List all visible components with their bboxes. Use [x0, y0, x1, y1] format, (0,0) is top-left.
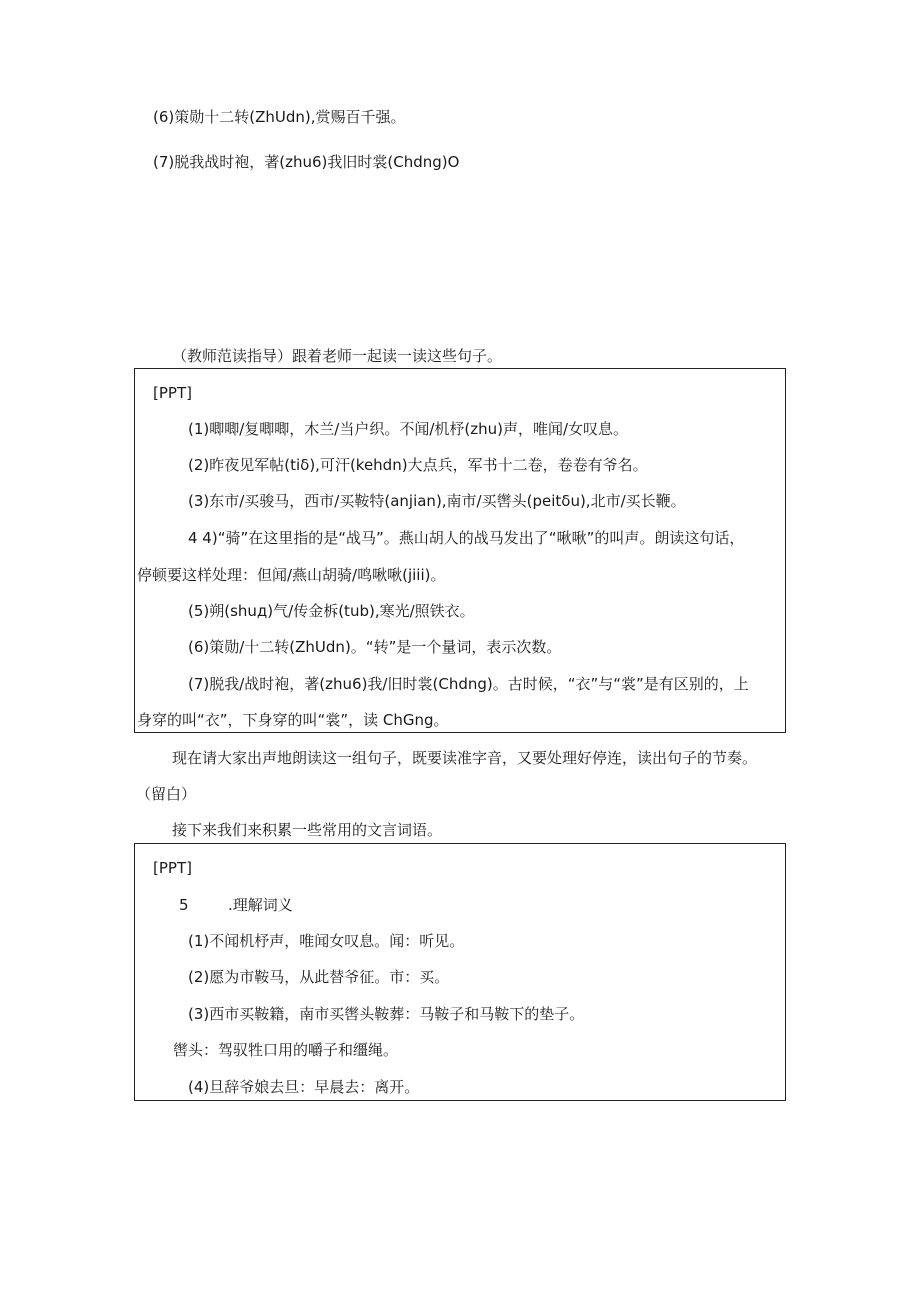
vocab-item: (2)愿为市鞍马，从此替爷征。市：买。 — [188, 968, 450, 986]
reading-item: (6)策勋/十二转(ZhUdn)。“转”是一个量词，表示次数。 — [188, 638, 562, 656]
ppt-heading: [PPT] — [153, 859, 192, 877]
reading-item: 停顿要这样处理：但闻/燕山胡骑/鸣啾啾(jiii)。 — [137, 566, 446, 584]
reading-item: 4 4)“骑”在这里指的是“战马”。燕山胡人的战马发出了“啾啾”的叫声。朗读这句话， — [188, 529, 745, 547]
ppt-box-reading — [134, 368, 786, 733]
reading-item: 身穿的叫“衣”，下身穿的叫“裳”，读 ChGng。 — [137, 711, 449, 729]
pause-note: （留白） — [136, 785, 197, 803]
vocab-item: (4)旦辞爷娘去旦：早晨去：离开。 — [188, 1078, 420, 1096]
text-line-7: (7)脱我战时袍，著(zhu6)我旧时裳(Chdng)O — [153, 153, 460, 171]
vocab-note: 辔头：驾驭牲口用的嚼子和缰绳。 — [173, 1041, 399, 1059]
reading-item: (5)朔(shuд)气/传金柝(tub),寒光/照铁衣。 — [188, 602, 475, 620]
section-number: 5 — [179, 896, 189, 914]
instruction-text: 现在请大家出声地朗读这一组句子，既要读准字音，又要处理好停连，读出句子的节奏。 — [172, 749, 758, 767]
reading-item: (2)昨夜见军帖(tiδ),可汗(kehdn)大点兵，军书十二卷，卷卷有爷名。 — [188, 456, 648, 474]
vocab-item: (3)西市买鞍籍，南市买辔头鞍葬：马鞍子和马鞍下的垫子。 — [188, 1005, 585, 1023]
reading-item: (1)唧唧/复唧唧，木兰/当户织。不闻/机杼(zhu)声，唯闻/女叹息。 — [188, 420, 629, 438]
reading-item: (3)东市/买骏马，西市/买鞍特(anjian),南市/买辔头(peitδu),北市/买长鞭。 — [188, 492, 686, 510]
ppt-box-vocabulary — [134, 843, 786, 1101]
vocab-intro: 接下来我们来积累一些常用的文言词语。 — [172, 821, 443, 839]
reading-item: (7)脱我/战时袍，著(zhu6)我/旧时裳(Chdng)。古时候，“衣”与“裳”是有区别的，上 — [188, 675, 749, 693]
text-line-6: (6)策勋十二转(ZhUdn),赏赐百千强。 — [153, 108, 406, 126]
ppt-heading: [PPT] — [153, 384, 192, 402]
section-title: .理解词义 — [228, 896, 293, 914]
vocab-item: (1)不闻机杼声，唯闻女叹息。闻：听见。 — [188, 932, 465, 950]
intro-text: （教师范读指导）跟着老师一起读一读这些句子。 — [172, 347, 503, 365]
